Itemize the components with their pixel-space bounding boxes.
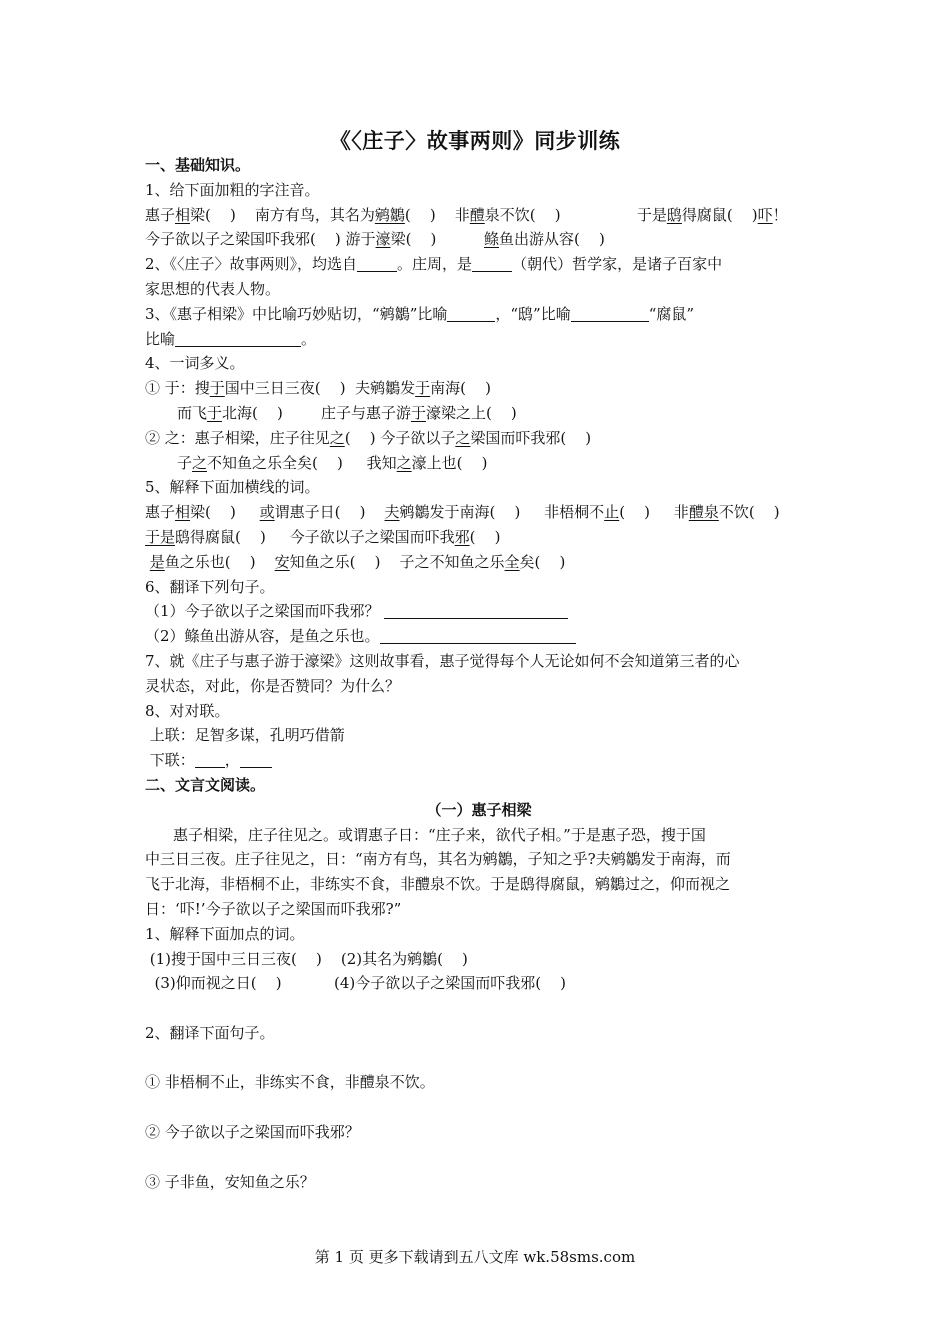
- q5-label: 5、解释下面加横线的词。: [145, 478, 320, 497]
- reading-q2-label: 2、翻译下面句子。: [145, 1023, 275, 1042]
- answer-blank[interactable]: [195, 751, 225, 768]
- q1-row-2: 今子欲以子之梁国吓我邪( ) 游于濠梁( ) 鲦鱼出游从容( ): [145, 230, 605, 249]
- q7-line-1: 7、就《庄子与惠子游于濠梁》这则故事看，惠子觉得每个人无论如何不会知道第三者的心: [145, 651, 740, 670]
- q5-row-1: 惠子相梁( ) 或谓惠子日( ) 夫鹓鶵发于南海( ) 非梧桐不止( ) 非醴泉不饮( ): [145, 503, 780, 522]
- worksheet-body: [145, 153, 813, 1194]
- answer-blank[interactable]: [571, 305, 649, 322]
- q1-row-1: 惠子相梁( ) 南方有鸟，其名为鹓鶵( ) 非醴泉不饮( ) 于是鸱得腐鼠( )吓！: [145, 205, 788, 224]
- q4-row-3: ② 之：惠子相梁，庄子往见之( ) 今子欲以子之梁国而吓我邪( ): [145, 428, 592, 447]
- answer-blank[interactable]: [240, 751, 272, 768]
- answer-blank[interactable]: [175, 330, 301, 347]
- couplet-lower: 下联： ，: [145, 748, 813, 773]
- q3-line-2: 比喻 。: [145, 329, 317, 348]
- passage-line: 日：‘吓!’今子欲以子之梁国而吓我邪?”: [145, 899, 402, 918]
- translate-sentence-3: ③ 子非鱼，安知鱼之乐？: [145, 1172, 315, 1191]
- passage-line: 中三日三夜。庄子往见之，日：“南方有鸟，其名为鹓鶵，子知之乎?夫鹓鶵发于南海，而: [145, 850, 731, 869]
- translate-sentence-2: ② 今子欲以子之梁国而吓我邪？: [145, 1123, 360, 1142]
- page-title: 《〈庄子〉故事两则》同步训练: [329, 128, 621, 153]
- q4-row-2: 而飞于北海( ) 庄子与惠子游于濠梁之上( ): [177, 403, 517, 422]
- answer-blank[interactable]: [357, 255, 397, 272]
- q6-sentence-2: （2）鲦鱼出游从容，是鱼之乐也。: [145, 624, 813, 649]
- q6-label: 6、翻译下列句子。: [145, 577, 275, 596]
- translate-sentence-1: ① 非梧桐不止，非练实不食，非醴泉不饮。: [145, 1073, 435, 1092]
- q1-label: 1、给下面加粗的字注音。: [145, 180, 320, 199]
- q8-label: 8、对对联。: [145, 701, 230, 720]
- passage-line: 飞于北海，非梧桐不止，非练实不食，非醴泉不饮。于是鸱得腐鼠，鹓鶵过之，仰而视之: [145, 875, 731, 894]
- q2-line-2: 家思想的代表人物。: [145, 279, 281, 298]
- q4-label: 4、一词多义。: [145, 354, 245, 373]
- answer-blank[interactable]: [447, 305, 495, 322]
- q2-line-1: 2、《〈庄子〉故事两则》，均选自 。庄周，是 （朝代）哲学家，是诸子百家中: [145, 255, 723, 274]
- reading-q1-row-2: (3)仰而视之日( ) (4)今子欲以子之梁国而吓我邪( ): [145, 974, 567, 993]
- answer-blank[interactable]: [472, 255, 512, 272]
- reading-q1-row-1: (1)搜于国中三日三夜( ) (2)其名为鹓鶵( ): [145, 949, 468, 968]
- q6-sentence-1: （1）今子欲以子之梁国而吓我邪？: [145, 599, 813, 624]
- passage-title: （一）惠子相梁: [426, 800, 532, 819]
- page-footer: 第 1 页 更多下载请到五八文库 wk.58sms.com: [314, 1248, 636, 1266]
- q3-line-1: 3、《惠子相梁》中比喻巧妙贴切，“鹓鶵”比喻 ，“鸱”比喻 “腐鼠”: [145, 304, 695, 323]
- reading-q1-label: 1、解释下面加点的词。: [145, 924, 305, 943]
- answer-blank[interactable]: [380, 627, 576, 644]
- q7-line-2: 灵状态，对此，你是否赞同？为什么？: [145, 676, 401, 695]
- q5-row-3: 是鱼之乐也( ) 安知鱼之乐( ) 子之不知鱼之乐全矣( ): [149, 552, 566, 571]
- q5-row-2: 于是鸱得腐鼠( ) 今子欲以子之梁国而吓我邪( ): [145, 527, 501, 546]
- answer-blank[interactable]: [384, 602, 568, 619]
- section-heading-reading: 二、文言文阅读。: [145, 775, 266, 794]
- passage-line: 惠子相梁，庄子往见之。或谓惠子日：“庄子来，欲代子相。”于是惠子恐，搜于国: [173, 825, 706, 844]
- couplet-upper: 上联：足智多谋，孔明巧借箭: [145, 726, 345, 745]
- section-heading-basics: 一、基础知识。: [145, 156, 251, 174]
- q4-row-4: 子之不知鱼之乐全矣( ) 我知之濠上也( ): [177, 453, 488, 472]
- q4-row-1: ① 于：搜于国中三日三夜( ) 夫鹓鶵发于南海( ): [145, 379, 491, 398]
